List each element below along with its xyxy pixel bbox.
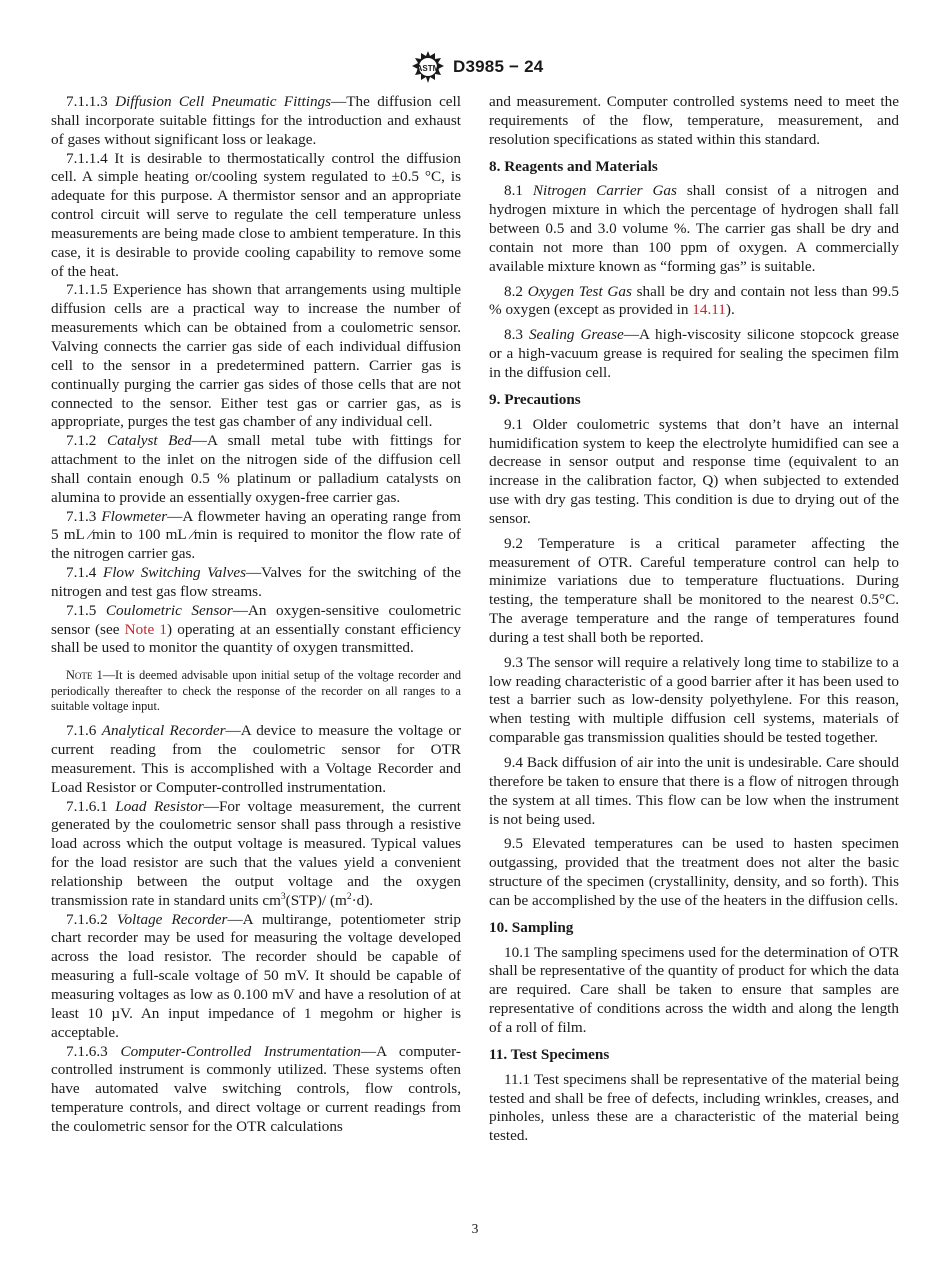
- paragraph-7-1-6-2: 7.1.6.2 Voltage Recorder—A multirange, potentiometer strip chart recorder may be used for measuring the voltage developed across the load resistor. The recorder should be capable of measuring a full-scale voltage of 50 mV. It should be capable of measuring voltages as low as 0.100 mV and have a resolution of at least 10 µV. An input impedance of 1 megohm or higher is acceptable.: [51, 910, 461, 1041]
- note-1-link[interactable]: Note 1: [124, 620, 167, 638]
- paragraph-7-1-1-4: 7.1.1.4 It is desirable to thermostatically control the diffusion cell. A simple heating or/cooling system regulated to ±0.5 °C, is adequate for this purpose. A thermistor sensor and an appropriate control circuit will serve to regulate the cell temperature unless measurements are being made close to ambient temperature. In this case, it is desirable to provide cooling capability to remove some of the heat.: [51, 149, 461, 280]
- paragraph-7-1-1-5: 7.1.1.5 Experience has shown that arrangements using multiple diffusion cells are a practical way to increase the number of measurements which can be obtained from a coulometric sensor. Valving connects the carrier gas side of each individual diffusion cell to the sensor in a predetermined pattern. Carrier gas is continually purging the carrier gas sides of those cells that are not connected to the sensor. Either test gas or carrier gas, as is appropriate, purges the test gas chamber of any individual cell.: [51, 281, 461, 431]
- paragraph-7-1-6-3: 7.1.6.3 Computer-Controlled Instrumentation—A computer-controlled instrument is commonly utilized. These systems often have automated valve switching controls, flow controls, temperature controls, and direct voltage or current readings from the coulometric sensor for the OTR calculations: [51, 1042, 461, 1135]
- section-heading-11: 11. Test Specimens: [489, 1045, 610, 1063]
- paragraph-7-1-2: 7.1.2 Catalyst Bed—A small metal tube with fittings for attachment to the inlet on the nitrogen side of the diffusion cell shall contain enough 0.5 % platinum or palladium catalysts on alumina to provide an essentially oxygen-free carrier gas.: [51, 432, 461, 506]
- page-number: 3: [471, 1221, 479, 1236]
- logo-text: ASTM: [416, 64, 440, 73]
- paragraph-9-1: 9.1 Older coulometric systems that don’t have an internal humidification system to keep the electrolyte humidified can see a decrease in sensor output and response time (equivalent to an increase in the calibration factor, Q) when subjected to extended use with dry gas testing. This condition is due to drying out of the sensor.: [489, 415, 899, 527]
- left-column: [51, 93, 461, 1137]
- paragraph-7-1-4: 7.1.4 Flow Switching Valves—Valves for the switching of the nitrogen and test gas flow streams.: [51, 564, 461, 600]
- section-14-11-link[interactable]: 14.11: [692, 301, 726, 319]
- paragraph-8-1: 8.1 Nitrogen Carrier Gas shall consist of a nitrogen and hydrogen mixture in which the percentage of hydrogen shall fall between 0.5 and 3.0 volume %. The carrier gas shall be dry and contain not more than 100 ppm of oxygen. A commercially available mixture known as “forming gas” is suitable.: [489, 182, 899, 275]
- astm-logo-icon: [408, 50, 448, 86]
- paragraph-9-5: 9.5 Elevated temperatures can be used to hasten specimen outgassing, provided that the treatment does not alter the basic structure of the specimen (crystallinity, density, and so forth). This can be accomplished by the use of the heaters in the diffusion cells.: [489, 835, 899, 909]
- paragraph-8-3: 8.3 Sealing Grease—A high-viscosity silicone stopcock grease or a high-vacuum grease is required for sealing the specimen film in the diffusion cell.: [489, 326, 900, 381]
- paragraph-11-1: 11.1 Test specimens shall be representative of the material being tested and shall be free of defects, including wrinkles, creases, and pinholes, unless these are a characteristic of the material being tested.: [489, 1070, 899, 1145]
- paragraph-7-1-6: 7.1.6 Analytical Recorder—A device to measure the voltage or current reading from the coulometric sensor for OTR measurement. This is accomplished with a Voltage Recorder and Load Resistor or Computer-controlled instrumentation.: [51, 722, 462, 796]
- section-heading-8: 8. Reagents and Materials: [489, 157, 658, 175]
- right-column: [489, 93, 899, 1146]
- paragraph-7-1-5: 7.1.5 Coulometric Sensor—An oxygen-sensitive coulometric sensor (see Note 1) operating at an essentially constant efficiency shall be used to monitor the quantity of oxygen transmitted.: [51, 601, 462, 657]
- section-heading-9: 9. Precautions: [489, 390, 581, 408]
- paragraph-9-2: 9.2 Temperature is a critical parameter affecting the measurement of OTR. Careful temperature control can help to minimize variations due to temperature fluctuations. During testing, the temperature shall be monitored to the nearest 0.5°C. The average temperature and the range of temperatures found during a test shall both be reported.: [489, 534, 899, 646]
- paragraph-7-1-6-1: 7.1.6.1 Load Resistor—For voltage measurement, the current generated by the coulometric sensor shall pass through a resistive load across which the output voltage is measured. Typical values for the load resistor are such that the values yield a convenient relationship between the output voltage and the oxygen transmission rate in standard units $cm^3(STP)/$ $(m^2\cdot d)$.: [51, 797, 461, 909]
- note-1: Note 1—It is deemed advisable upon initial setup of the voltage recorder and periodically thereafter to check the response of the recorder on all ranges to a suitable voltage input.: [51, 668, 461, 713]
- paragraph-7-1-1-3: 7.1.1.3 Diffusion Cell Pneumatic Fittings—The diffusion cell shall incorporate suitable fittings for the introduction and exhaust of gases without significant loss or leakage.: [51, 93, 461, 148]
- section-heading-10: 10. Sampling: [489, 918, 574, 936]
- paragraph-7-1-3: 7.1.3 Flowmeter—A flowmeter having an operating range from 5 mL ⁄min to 100 mL ⁄min is required to monitor the flow rate of the nitrogen carrier gas.: [51, 507, 461, 563]
- paragraph-continuation: and measurement. Computer controlled systems need to meet the requirements of the flow, temperature, measurement, and resolution specifications as stated within this standard.: [489, 93, 899, 148]
- paragraph-9-3: 9.3 The sensor will require a relatively long time to stabilize to a low reading characteristic of a good barrier after it has been used to test a barrier such as low-density polyethylene. For this reason, when testing with multiple diffusion cell systems, materials of comparable gas transmission qualities should be tested together.: [489, 653, 899, 747]
- paragraph-10-1: 10.1 The sampling specimens used for the determination of OTR shall be representative of the quantity of product for which the data are required. Care shall be taken to ensure that samples are representative of conditions across the width and along the length of a roll of film.: [489, 943, 899, 1036]
- page-header: [0, 50, 950, 86]
- paragraph-8-2: 8.2 Oxygen Test Gas shall be dry and contain not less than 99.5 % oxygen (except as provided in 14.11).: [489, 282, 900, 319]
- paragraph-9-4: 9.4 Back diffusion of air into the unit is undesirable. Care should therefore be taken to ensure that there is a flow of nitrogen through the system at all times. This flow can be low when the instrument is not being used.: [489, 754, 899, 828]
- document-id: D3985 − 24: [453, 57, 544, 76]
